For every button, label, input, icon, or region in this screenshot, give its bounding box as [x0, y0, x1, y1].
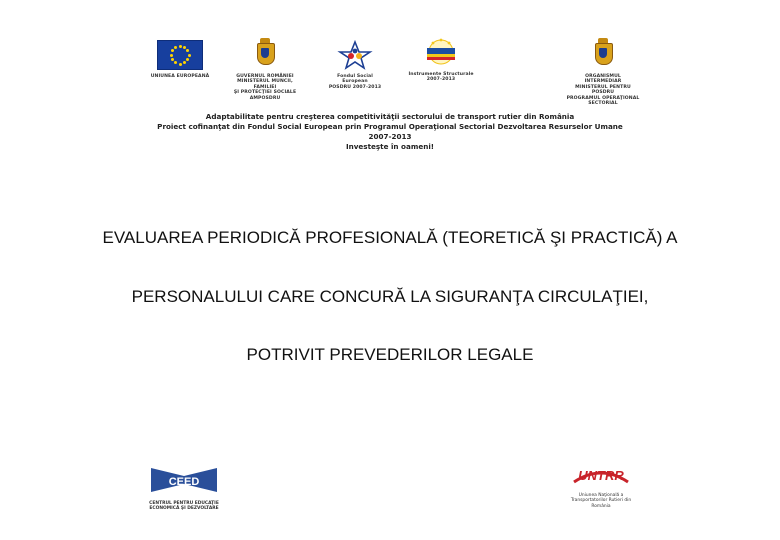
eu-star-icon	[171, 49, 174, 52]
eu-star-icon	[179, 63, 182, 66]
eu-star-icon	[174, 61, 177, 64]
fse-logo	[325, 40, 385, 90]
intro-line: Adaptabilitate pentru creşterea competitivităţii sectorului de transport rutier din România	[205, 112, 575, 121]
structural-instruments-caption: Instrumente Structurale 2007-2013	[408, 72, 474, 83]
eu-star-icon	[179, 45, 182, 48]
untrr-logo-text: UNTRR	[578, 468, 624, 483]
document-title-line-3: POTRIVIT PREVEDERILOR LEGALE	[246, 345, 534, 364]
untrr-emblem-icon	[568, 460, 634, 488]
intro-line: Investeşte în oameni!	[345, 142, 435, 151]
ceed-caption: CENTRUL PENTRU EDUCAŢIE ECONOMICĂ ŞI DEZVOLTARE	[149, 501, 219, 512]
document-title-line-1: EVALUAREA PERIODICĂ PROFESIONALĂ (TEORETICĂ ŞI PRACTICĂ) A	[102, 228, 678, 247]
project-intro	[150, 112, 630, 152]
eu-star-icon	[183, 61, 186, 64]
structural-instruments-icon	[421, 36, 461, 68]
oi-caption: ORGANISMUL INTERMEDIAR MINISTERUL PENTRU POSDRU PROGRAMUL OPERAŢIONAL SECTORIAL	[566, 74, 640, 107]
eu-star-icon	[188, 54, 191, 57]
ceed-logo-text: CEED	[168, 476, 200, 488]
eu-star-icon	[171, 58, 174, 61]
eu-star-icon	[186, 49, 189, 52]
coat-of-arms-icon	[590, 38, 616, 70]
untrr-logo	[562, 460, 640, 509]
eu-star-icon	[174, 46, 177, 49]
untrr-caption: Uniunea Naţională a Transportatorilor Rutieri din România	[570, 493, 632, 509]
ceed-emblem-icon	[149, 466, 219, 496]
intro-line: 2007-2013	[368, 132, 412, 141]
ceed-logo	[144, 466, 224, 511]
eu-star-icon	[170, 54, 173, 57]
fse-star-icon	[337, 40, 373, 70]
gov-ministry-caption: GUVERNUL ROMÂNIEI MINISTERUL MUNCII, FAMILIEI ŞI PROTECŢIEI SOCIALE AMPOSDRU	[233, 74, 297, 101]
coat-of-arms-icon	[252, 38, 278, 70]
fse-caption: Fondul Social European POSDRU 2007-2013	[328, 74, 382, 90]
eu-star-icon	[183, 46, 186, 49]
oi-logo	[566, 38, 640, 106]
eu-caption: UNIUNEA EUROPEANĂ	[150, 74, 210, 79]
structural-instruments-logo	[408, 36, 474, 83]
eu-flag-icon	[157, 40, 203, 70]
gov-ministry-logo	[232, 38, 298, 101]
eu-logo	[150, 40, 210, 79]
eu-star-icon	[186, 58, 189, 61]
intro-line: Proiect cofinanţat din Fondul Social European prin Programul Operaţional Sectorial Dezvoltarea Resurselor Umane	[157, 122, 623, 131]
document-title-line-2: PERSONALULUI CARE CONCURĂ LA SIGURANŢA CIRCULAŢIEI,	[131, 287, 649, 306]
